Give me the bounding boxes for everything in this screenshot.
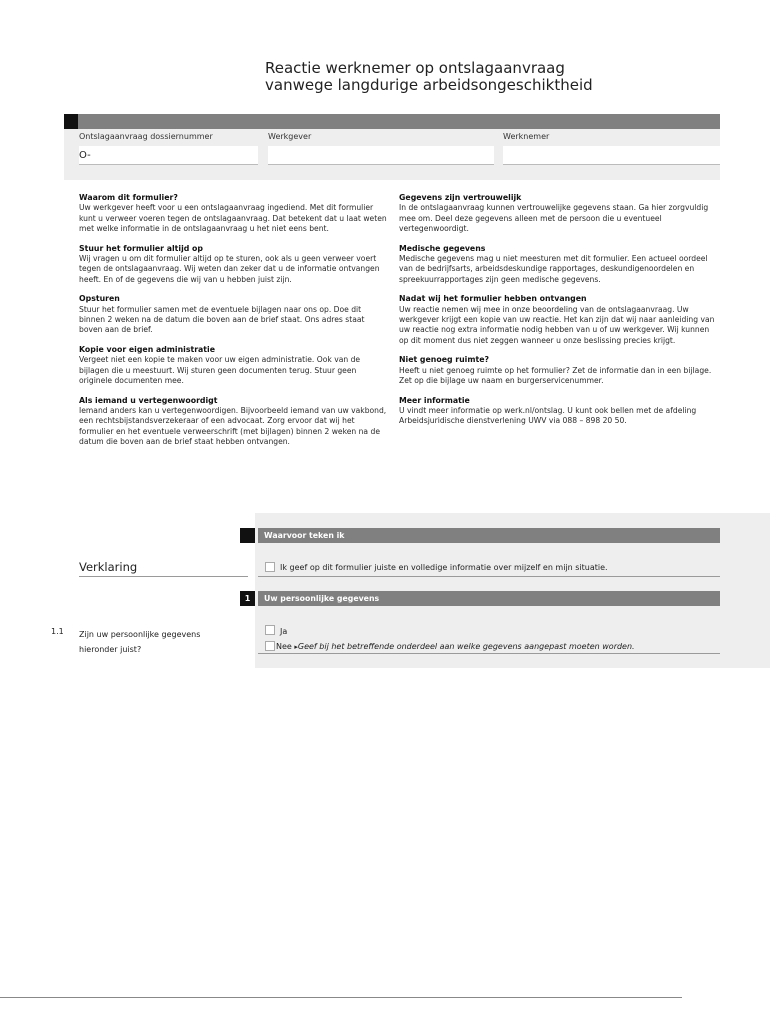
- section-number-badge: 1: [240, 591, 255, 606]
- waarvoor-header-bar: Waarvoor teken ik: [258, 528, 720, 543]
- arrow-right-icon: ▸: [294, 643, 298, 651]
- info-body: Heeft u niet genoeg ruimte op het formulier? Zet de informatie dan in een bijlage. Zet op die bijlage uw naam en burgerservicenummer.: [399, 365, 712, 386]
- werkgever-value: [268, 146, 494, 150]
- dossier-field[interactable]: [79, 146, 258, 165]
- info-body: Uw reactie nemen wij mee in onze beoordeling van de ontslagaanvraag. Uw werkgever krijgt een kopie van uw reactie. Het kan zijn dat wij naar aanleiding van uw reactie nog extra informatie nodig hebben van u of uw werkgever. Wij kunnen op dit moment dus niet zeggen wanneer u onze beslissing precies krijgt.: [399, 304, 715, 345]
- info-heading: Gegevens zijn vertrouwelijk: [399, 193, 522, 202]
- dossier-label: Ontslagaanvraag dossiernummer: [79, 132, 213, 141]
- info-body: Wij vragen u om dit formulier altijd op te sturen, ook als u geen verweer voert tegen de ontslagaanvraag. Wij weten dan zeker dat u de informatie ontvangen heeft. En of de gegevens die wij van u hebben juist zijn.: [79, 254, 380, 284]
- info-heading: Opsturen: [79, 294, 120, 304]
- question-line-2: hieronder juist?: [79, 645, 142, 654]
- page-title: [265, 60, 593, 94]
- info-column-right: [399, 193, 717, 436]
- top-fields-header-bar: [64, 114, 720, 129]
- ja-checkbox[interactable]: [265, 625, 275, 635]
- info-body: Vergeet niet een kopie te maken voor uw eigen administratie. Ook van de bijlagen die u meestuurt. Wij sturen geen documenten terug. Stuur geen originele documenten mee.: [79, 355, 361, 386]
- info-heading: Medische gegevens: [399, 243, 486, 253]
- verklaring-label: Verklaring: [79, 560, 138, 574]
- nee-instruction: Geef bij het betreffende onderdeel aan welke gegevens aangepast moeten worden.: [297, 642, 635, 651]
- verklaring-underline: [79, 576, 248, 577]
- info-body: Stuur het formulier samen met de eventuele bijlagen naar ons op. Doe dit binnen 2 weken na de datum die boven aan de brief staat. Ons adres staat boven aan de brief.: [79, 304, 365, 335]
- werknemer-label: Werknemer: [503, 132, 550, 141]
- nee-checkbox[interactable]: [265, 641, 275, 651]
- page-bottom-rule: [0, 997, 682, 998]
- info-heading: Nadat wij het formulier hebben ontvangen: [399, 294, 587, 304]
- question-number: 1.1: [51, 627, 64, 636]
- info-heading: Meer informatie: [399, 395, 470, 405]
- verklaring-statement: Ik geef op dit formulier juiste en volledige informatie over mijzelf en mijn situatie.: [280, 563, 608, 572]
- werknemer-value: [503, 146, 720, 150]
- werknemer-field[interactable]: [503, 146, 720, 165]
- dossier-value: O-: [79, 150, 91, 161]
- info-body: In de ontslagaanvraag kunnen vertrouwelijke gegevens staan. Ga hier zorgvuldig mee om. Deel deze gegevens alleen met de persoon die u eventueel vertegenwoordigt.: [399, 203, 709, 234]
- title-line-2: vanwege langdurige arbeidsongeschiktheid: [265, 76, 593, 94]
- top-fields-marker: [64, 114, 78, 129]
- werkgever-label: Werkgever: [268, 132, 312, 141]
- info-column-left: [79, 193, 387, 457]
- info-heading: Niet genoeg ruimte?: [399, 355, 490, 365]
- info-body: U vindt meer informatie op werk.nl/ontslag. U kunt ook bellen met de afdeling Arbeidsjuridische dienstverlening UWV via 088 – 898 20 50.: [399, 405, 697, 426]
- info-heading: Stuur het formulier altijd op: [79, 243, 203, 253]
- title-line-1: Reactie werknemer op ontslagaanvraag: [265, 59, 565, 77]
- question-underline: [258, 653, 720, 654]
- section1-header-bar: Uw persoonlijke gegevens: [258, 591, 720, 606]
- ja-label: Ja: [280, 627, 288, 636]
- nee-label: Nee: [276, 642, 292, 651]
- werkgever-field[interactable]: [268, 146, 494, 165]
- info-heading: Waarom dit formulier?: [79, 193, 178, 202]
- info-body: Medische gegevens mag u niet meesturen met dit formulier. Een actueel oordeel van de bedrijfsarts, arbeidsdeskundige rapportages, deskundigenoordelen en spreekuurrapportages zijn geen medische gegevens.: [399, 254, 708, 284]
- question-line-1: Zijn uw persoonlijke gegevens: [79, 630, 201, 639]
- nee-option: [276, 642, 635, 651]
- info-heading: Kopie voor eigen administratie: [79, 344, 215, 354]
- waarvoor-marker: [240, 528, 255, 543]
- info-body: Uw werkgever heeft voor u een ontslagaanvraag ingediend. Met dit formulier kunt u verweer voeren tegen de ontslagaanvraag. Dat betekent dat u laat weten met welke informatie in de ontslagaanvraag u het niet eens bent.: [79, 203, 387, 234]
- question-text: [79, 627, 200, 657]
- info-body: Iemand anders kan u vertegenwoordigen. Bijvoorbeeld iemand van uw vakbond, een rechtsbijstandsverzekeraar of een advocaat. Zorg ervoor dat wij het formulier en het eventuele verweerschrift (met bijlagen) binnen 2 weken na de datum die boven aan de brief staat hebben ontvangen.: [79, 405, 387, 447]
- statement-underline: [258, 576, 720, 577]
- info-heading: Als iemand u vertegenwoordigt: [79, 395, 218, 405]
- verklaring-checkbox[interactable]: [265, 562, 275, 572]
